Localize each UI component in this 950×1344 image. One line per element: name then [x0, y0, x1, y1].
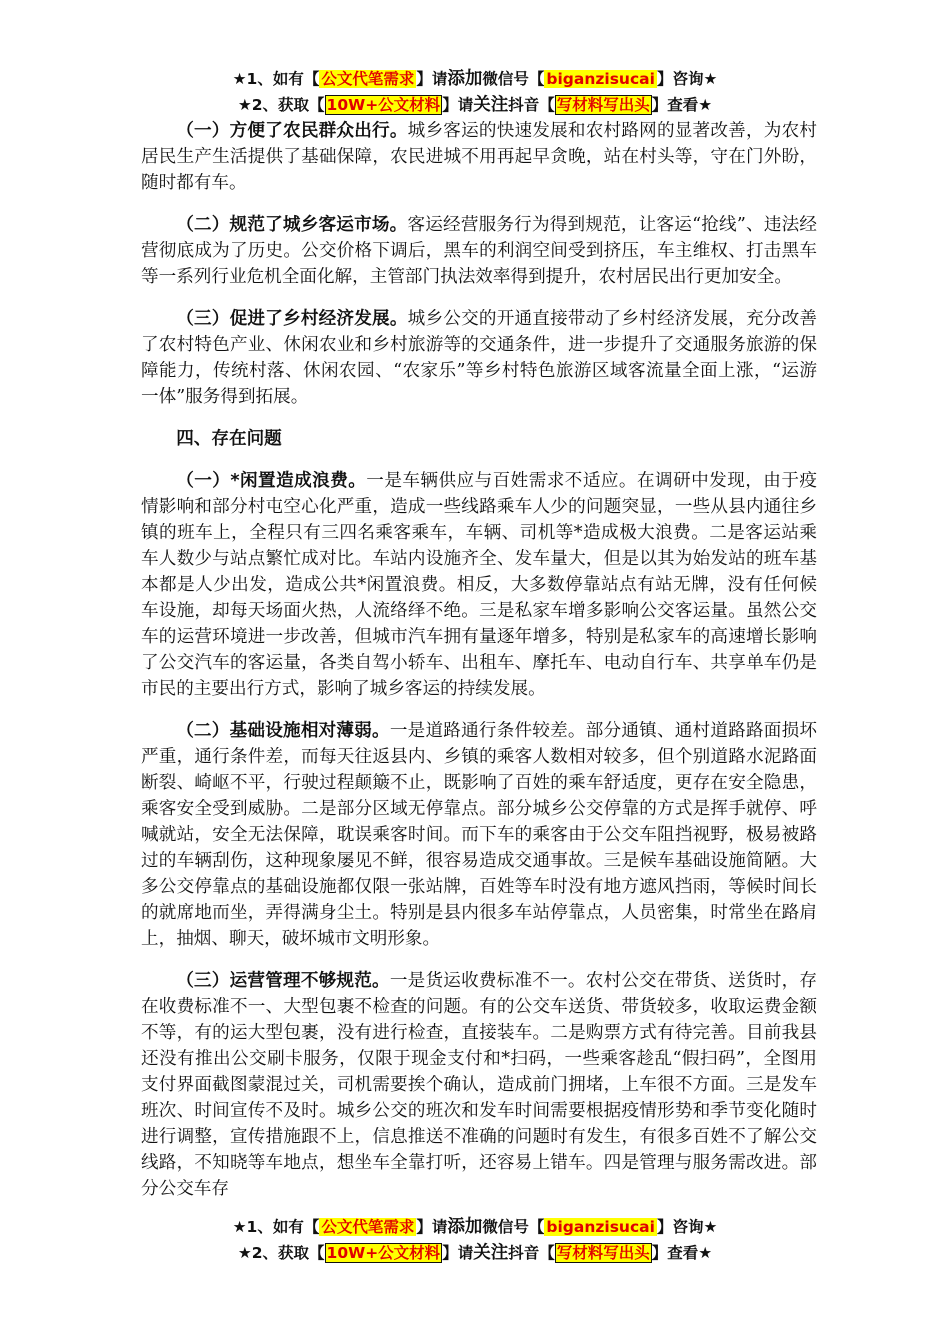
promo-banner-top — [140, 66, 810, 118]
promo-line-1 — [140, 66, 810, 92]
promo-highlight: 公文代笔需求 — [321, 1218, 415, 1236]
paragraph-5 — [141, 718, 817, 952]
paragraph-lead: （一）方便了农民群众出行。 — [176, 121, 408, 141]
promo-text: 抖音【 — [508, 1244, 555, 1262]
section-heading: 四、存在问题 — [176, 429, 282, 449]
paragraph-text: 城乡公交的开通直接带动了乡村经济发展，充分改善了农村特色产业、休闲农业和乡村旅游等的交通条件，进一步提升了交通服务旅游的保障能力，传统村落、休闲农园、“农家乐”等乡村特色旅游区域客流量全面上涨，“运游一体”服务得到拓展。 — [141, 309, 817, 407]
promo-text: 】请 — [416, 1218, 448, 1236]
promo-wechat-id: biganzisucai — [546, 70, 655, 88]
promo-banner-bottom — [140, 1214, 810, 1266]
promo-text: ★2、获取【 — [237, 1244, 325, 1262]
paragraph-text: 一是道路通行条件较差。部分通镇、通村道路路面损坏严重，通行条件差，而每天往返县内、乡镇的乘客人数相对较多，但个别道路水泥路面断裂、崎岖不平，行驶过程颠簸不止，既影响了百姓的乘车舒适度，更存在安全隐患，乘客安全受到威胁。二是部分区域无停靠点。部分城乡公交停靠的方式是挥手就停、呼喊就站，安全无法保障，耽误乘客时间。而下车的乘客由于公交车阻挡视野，极易被路过的车辆刮伤，这种现象屡见不鲜，很容易造成交通事故。三是候车基础设施简陋。大多公交停靠点的基础设施都仅限一张站牌，百姓等车时没有地方遮风挡雨，等候时间长的就席地而坐，弄得满身尘土。特别是县内很多车站停靠点，人员密集，时常坐在路肩上，抽烟、聊天，破坏城市文明形象。 — [141, 721, 817, 949]
promo-text: 】查看★ — [651, 96, 713, 114]
paragraph-lead: （二）基础设施相对薄弱。 — [176, 721, 390, 741]
paragraph-text: 一是货运收费标准不一。农村公交在带货、送货时，存在收费标准不一、大型包裹不检查的问题。有的公交车送货、带货较多，收取运费金额不等，有的运大型包裹，没有进行检查，直接装车。二是购票方式有待完善。目前我县还没有推出公交刷卡服务，仅限于现金支付和*扫码，一些乘客趁乱“假扫码”，全图用支付界面截图蒙混过关，司机需要挨个确认，造成前门拥堵，上车很不方面。三是发车班次、时间宣传不及时。城乡公交的班次和发车时间需要根据疫情形势和季节变化随时进行调整，宣传措施跟不上，信息推送不准确的问题时有发生，有很多百姓不了解公交线路，不知晓等车地点，想坐车全靠打听，还容易上错车。四是管理与服务需改进。部分公交车存 — [141, 971, 817, 1199]
promo-line-2 — [140, 92, 810, 118]
document-body — [141, 118, 817, 1202]
promo-text: 】查看★ — [651, 1244, 713, 1262]
paragraph-2 — [141, 212, 817, 290]
paragraph-text: 城乡客运的快速发展和农村路网的显著改善，为农村居民生产生活提供了基础保障，农民进城不用再起早贪晚，站在村头等，守在门外盼，随时都有车。 — [141, 121, 817, 193]
paragraph-3 — [141, 306, 817, 410]
promo-text: 微信号【 — [482, 1218, 545, 1236]
promo-text: 】请 — [416, 70, 448, 88]
paragraph-1 — [141, 118, 817, 196]
promo-douyin-id: 写材料写出头 — [556, 96, 650, 114]
paragraph-lead: （一）*闲置造成浪费。 — [176, 471, 367, 491]
promo-text: 】咨询★ — [656, 1218, 718, 1236]
promo-line-2 — [140, 1240, 810, 1266]
promo-text: ★2、获取【 — [237, 96, 325, 114]
promo-wechat-id: biganzisucai — [546, 1218, 655, 1236]
promo-text: 】请 — [442, 96, 474, 114]
promo-text: ★1、如有【 — [232, 70, 320, 88]
promo-text: 抖音【 — [508, 96, 555, 114]
paragraph-lead: （三）运营管理不够规范。 — [176, 971, 390, 991]
promo-highlight: 10W+公文材料 — [326, 1244, 441, 1262]
promo-emphasis: 添加 — [447, 1217, 483, 1237]
promo-douyin-id: 写材料写出头 — [556, 1244, 650, 1262]
paragraph-lead: （二）规范了城乡客运市场。 — [176, 215, 408, 235]
promo-emphasis: 关注 — [473, 95, 509, 115]
promo-text: 微信号【 — [482, 70, 545, 88]
promo-highlight: 10W+公文材料 — [326, 96, 441, 114]
paragraph-6 — [141, 968, 817, 1202]
paragraph-text: 一是车辆供应与百姓需求不适应。在调研中发现，由于疫情影响和部分村屯空心化严重，造成一些线路乘车人少的问题突显，一些从县内通往乡镇的班车上，全程只有三四名乘客乘车，车辆、司机等*造成极大浪费。二是客运站乘车人数少与站点繁忙成对比。车站内设施齐全、发车量大，但是以其为始发站的班车基本都是人少出发，造成公共*闲置浪费。相反，大多数停靠站点有站无牌，没有任何候车设施，却每天场面火热，人流络绎不绝。三是私家车增多影响公交客运量。虽然公交车的运营环境进一步改善，但城市汽车拥有量逐年增多，特别是私家车的高速增长影响了公交汽车的客运量，各类自驾小轿车、出租车、摩托车、电动自行车、共享单车仍是市民的主要出行方式，影响了城乡客运的持续发展。 — [141, 471, 817, 699]
paragraph-text: 客运经营服务行为得到规范，让客运“抢线”、违法经营彻底成为了历史。公交价格下调后，黑车的利润空间受到挤压，车主维权、打击黑车等一系列行业危机全面化解，主管部门执法效率得到提升，农村居民出行更加安全。 — [141, 215, 817, 287]
promo-emphasis: 添加 — [447, 69, 483, 89]
promo-text: 】咨询★ — [656, 70, 718, 88]
promo-emphasis: 关注 — [473, 1243, 509, 1263]
promo-line-1 — [140, 1214, 810, 1240]
promo-text: ★1、如有【 — [232, 1218, 320, 1236]
paragraph-lead: （三）促进了乡村经济发展。 — [176, 309, 408, 329]
promo-text: 】请 — [442, 1244, 474, 1262]
promo-highlight: 公文代笔需求 — [321, 70, 415, 88]
paragraph-4 — [141, 468, 817, 702]
